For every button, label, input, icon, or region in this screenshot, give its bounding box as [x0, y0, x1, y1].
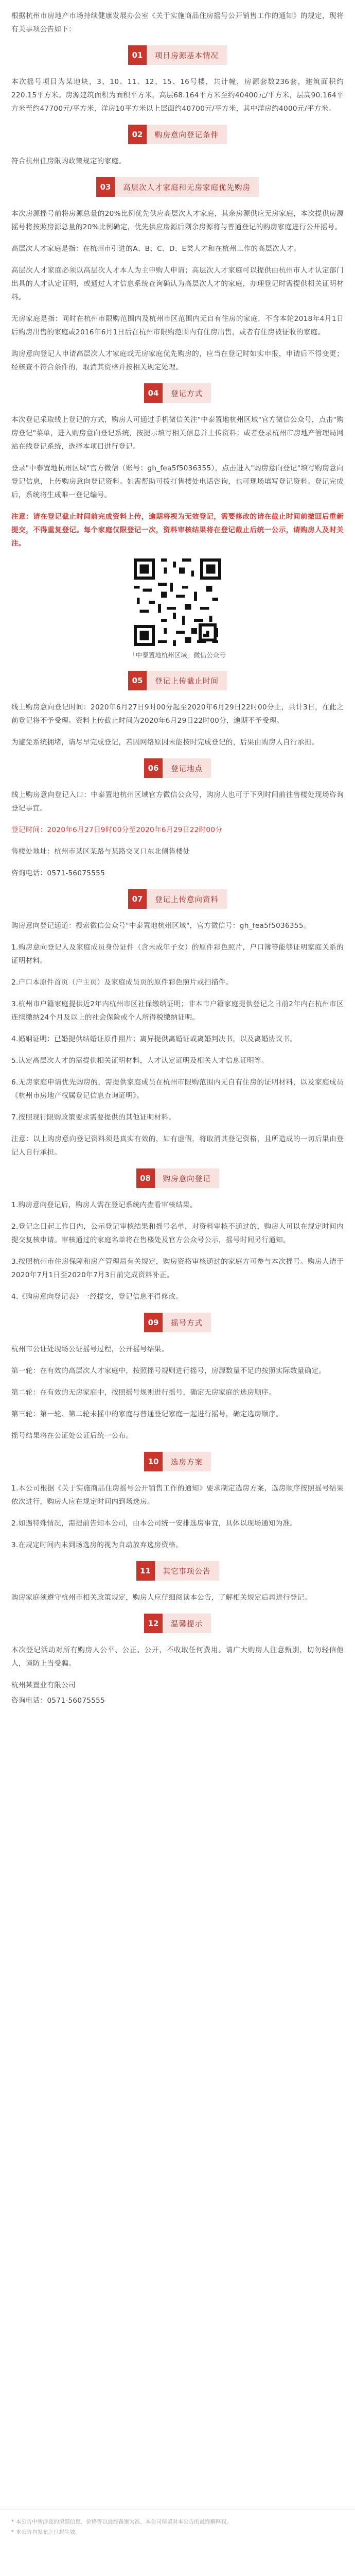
section-11-text: 购房家庭须遵守杭州市相关政策规定，购房人应仔细阅读本公告，了解相关规定后再进行登记。 — [11, 1594, 312, 1602]
section-02-text: 符合杭州住房限购政策规定的家庭。 — [11, 157, 126, 165]
signature-company: 杭州某置业有限公司 — [11, 1681, 76, 1689]
section-08-text-b: 2.登记之日起工作日内，公示登记审核结果和摇号名单，对资料审核不通过的，购房人可以在规定时间内提交复核申请。审核通过的家庭名单将在售楼处及官方公众号公示，摇号时间另行通知。 — [11, 1223, 344, 1244]
section-header-01 — [11, 45, 344, 65]
section-06-text-a: 线上购房意向登记入口：中泰置地杭州区域官方微信公众号，购房人也可于下列时间前往售楼处现场咨询登记事宜。 — [11, 791, 344, 812]
section-07-intro: 购房意向登记通道：搜索微信公众号"中泰置地杭州区域"，官方微信号：gh_fea5f5036355。 — [11, 922, 311, 930]
section-number: 10 — [144, 1452, 163, 1471]
section-title: 摇号方式 — [163, 1313, 211, 1332]
section-04-text-b: 登录"中泰置地杭州区域"官方微信（账号：gh_fea5f5036355），点击进入"购房意向登记"填写购房意向登记信息，上传购房意向登记资料。如需帮助可拨打售楼处电话咨询，也可现场填写登记资料。登记完成后，系统将生成唯一登记编号。 — [11, 464, 344, 499]
footer-notes — [0, 2509, 355, 2545]
section-10-text-b: 2.如遇特殊情况，需提前告知本公司，由本公司统一安排选房事宜，具体以现场通知为准。 — [11, 1519, 297, 1528]
section-number: 04 — [144, 383, 163, 403]
section-06-phone: 咨询电话：0571-56075555 — [11, 869, 105, 877]
section-09-text-a: 杭州市公证处现场公证摇号过程，公开摇号结果。 — [11, 1345, 169, 1353]
section-08-text-d: 4.《购房意向登记表》一经提交，登记信息不得修改。 — [11, 1293, 183, 1301]
section-header-04 — [11, 383, 344, 403]
section-01-text: 本次摇号项目为某地块，3、10、11、12、15、16号楼，共计幢，房源套数236套，建筑面积约220.15平方米。房源建筑面积为面积平方米，高层68.164平方米至约40400元/平方米，层高90.164平方米至约47700元/平方米，洋房10平方米以上层面约40700元/平方米，其中洋房约4000元/平方米。 — [11, 78, 344, 113]
section-06-address: 售楼处地址：杭州市某区某路与某路交叉口东北侧售楼处 — [11, 848, 190, 856]
section-06-time: 登记时间：2020年6月27日9时00分至2020年6月29日22时00分 — [11, 826, 223, 834]
section-04-text-a: 本次登记采取线上登记的方式，购房人可通过手机微信关注"中泰置地杭州区域"官方微信公众号，点击"购房登记"菜单，进入购房意向登记系统，按提示填写相关信息并上传资料；或者登录杭州市房地产管理局网站在线登记系统，选择本项目进行登记。 — [11, 416, 344, 451]
document-list — [11, 941, 344, 1124]
list-item: 1.购房意向登记人及家庭成员身份证件（含未成年子女）的原件彩色照片，户口簿等能够证明家庭关系的证明材料。 — [11, 943, 344, 965]
section-number: 07 — [128, 889, 147, 909]
section-number: 03 — [96, 177, 115, 197]
section-05-text: 线上购房意向登记时间：2020年6月27日9时00分起至2020年6月29日22时00分止，共计3日，在此之前登记将不予受理。资料上传截止时间为2020年6月29日22时00分，逾期不予受理。 — [11, 703, 344, 725]
list-item: 7.按照现行限购政策要求需要提供的其他证明材料。 — [11, 1113, 176, 1122]
list-item: 4.婚姻证明：已婚提供结婚证原件照片；离异提供离婚证或离婚判决书，以及离婚协议书。 — [11, 1035, 297, 1043]
section-title: 温馨提示 — [163, 1614, 211, 1633]
section-header-12 — [11, 1614, 344, 1633]
section-title: 项目房源基本情况 — [147, 45, 227, 65]
section-title: 登记方式 — [163, 383, 211, 403]
footer-note: * 本公告中所涉及的房源信息、价格等以最终备案为准，本公司保留对本公告的最终解释权。 — [11, 2519, 232, 2525]
qr-caption: 「中泰置地杭州区域」微信公众号 — [129, 651, 226, 659]
section-header-08 — [11, 1168, 344, 1188]
section-07-note: 注意：以上购房意向登记资料须是真实有效的，如有虚假，将取消其登记资格，且所造成的一切后果由登记人自行承担。 — [11, 1135, 344, 1157]
section-10-text-a: 1.本公司根据《关于实施商品住房摇号公开销售工作的通知》要求制定选房方案，选房顺序按照摇号结果依次进行，购房人应在规定时间内到场选房。 — [11, 1484, 344, 1506]
section-title: 其它事项公告 — [155, 1561, 219, 1581]
section-number: 09 — [144, 1313, 163, 1332]
signature-phone: 咨询电话：0571-56075555 — [11, 1697, 105, 1705]
section-title: 选房方案 — [163, 1452, 211, 1471]
section-number: 06 — [144, 758, 163, 778]
section-08-text-c: 3.按照杭州市住房保障和房产管理局有关规定，购房资格审核通过的家庭方可参与本次摇号。购房人请于2020年7月1日至2020年7月3日前完成资料补正。 — [11, 1258, 344, 1279]
section-title: 登记地点 — [163, 758, 211, 778]
section-title: 登记上传截止时间 — [147, 671, 227, 690]
section-number: 01 — [128, 45, 147, 65]
section-title: 购房意向登记条件 — [147, 125, 227, 144]
section-03-text-b: 高层次人才家庭是指：在杭州市引进的A、B、C、D、E类人才和在杭州工作的高层次人才。 — [11, 245, 301, 253]
qr-code-image[interactable] — [134, 558, 221, 646]
list-item: 2.户口本原件首页（户主页）及家庭成员页的原件彩色照片或扫描件。 — [11, 978, 233, 987]
section-03-text-c: 高层次人才家庭必须以高层次人才本人为主申购人申请；高层次人才家庭可以提供由杭州市人才认定部门出具的人才认定证明，或通过人才信息系统查询确认为高层次人才的家庭，办理登记时需提供相关证明材料。 — [11, 266, 344, 301]
list-item: 3.杭州市户籍家庭提供近2年内杭州市区社保缴纳证明；非本市户籍家庭提供登记之日前2年内在杭州市区连续缴纳24个月及以上的社会保险或个人所得税缴纳证明。 — [11, 1000, 344, 1022]
section-03-text-d: 无房家庭是指：同时在杭州市限购范围内及杭州市区范围内无自有住房的家庭，不含本轮2018年4月1日后购房出售的家庭或2016年6月1日后在杭州市限购范围内有住房出售，或者有住房被征收的家庭。 — [11, 315, 344, 336]
section-09-text-e: 摇号结果将在公证处公证后统一公布。 — [11, 1432, 133, 1440]
list-item: 5.认定高层次人才的需提供相关证明材料，人才认定证明及相关人才信息证明等。 — [11, 1057, 269, 1065]
footer-note: * 本公告自发布之日起生效。 — [11, 2529, 81, 2535]
section-title: 登记上传意向资料 — [147, 889, 227, 909]
section-header-09 — [11, 1313, 344, 1332]
section-09-text-c: 第二轮：在有效的无房家庭中，按照摇号规则进行摇号，确定无房家庭的选房顺序。 — [11, 1388, 276, 1397]
section-08-text-a: 1.购房意向登记后，购房人需在登记系统内查看审核结果。 — [11, 1201, 197, 1209]
intro-paragraph: 根据杭州市房地产市场持续健康发展办公室《关于实施商品住房摇号公开销售工作的通知》的规定，现将有关事项公告如下： — [11, 12, 344, 33]
section-number: 08 — [136, 1168, 155, 1188]
section-header-11 — [11, 1561, 344, 1581]
section-header-05 — [11, 671, 344, 690]
section-title: 购房意向登记 — [155, 1168, 219, 1188]
signature-block — [11, 1679, 340, 1707]
section-header-02 — [11, 125, 344, 144]
section-05-note: 为避免系统拥堵，请尽早完成登记，若因网络原因未能按时完成登记的，后果由购房人自行承担。 — [11, 738, 319, 747]
section-09-text-b: 第一轮：在有效的高层次人才家庭中，按照摇号规则进行摇号，房源数量不足的按照实际数量确定。 — [11, 1367, 326, 1375]
section-number: 11 — [136, 1561, 155, 1581]
section-header-07 — [11, 889, 344, 909]
section-number: 05 — [128, 671, 147, 690]
qr-code-block — [11, 558, 344, 659]
section-number: 02 — [128, 125, 147, 144]
section-header-03 — [11, 177, 344, 197]
section-09-text-d: 第三轮：第一轮、第二轮未摇中的家庭与普通登记家庭一起进行摇号，确定选房顺序。 — [11, 1410, 283, 1418]
section-12-text: 本次登记活动对所有购房人公平、公正、公开，不收取任何费用。请广大购房人注意甄别，切勿轻信他人，谨防上当受骗。 — [11, 1646, 344, 1668]
section-header-10 — [11, 1452, 344, 1471]
list-item: 6.无房家庭申请优先购房的，需提供家庭成员在杭州市限购范围内无自有住房的证明材料，以及家庭成员《杭州市房地产权属登记信息查询证明》。 — [11, 1078, 344, 1100]
section-10-text-c: 3.在规定时间内未到场选房的视为自动放弃选房资格。 — [11, 1541, 183, 1549]
section-03-text-e: 购房意向登记人申请高层次人才家庭或无房家庭优先购房的，应当在登记时如实申报，申请后不得变更；经核查不符合条件的，取消其资格并按相关规定处理。 — [11, 350, 344, 371]
section-03-text-a: 本次房源摇号前将房源总量的20%比例优先供应高层次人才家庭，其余房源供应无房家庭，本次提供房源摇号将按照房源总量的20%比例确定，优先供应房源后剩余房源将与普通登记的购房家庭进行公开摇号。 — [11, 210, 344, 231]
section-number: 12 — [144, 1614, 163, 1633]
section-header-06 — [11, 758, 344, 778]
section-04-warning: 注意：请在登记截止时间前完成资料上传，逾期将视为无效登记，需要修改的请在截止时间前撤回后重新提交，不得重复登记。每个家庭仅限登记一次，资料审核结果将在登记截止后统一公示，请购房人及时关注。 — [11, 513, 344, 548]
section-title: 高层次人才家庭和无房家庭优先购房 — [115, 177, 259, 197]
